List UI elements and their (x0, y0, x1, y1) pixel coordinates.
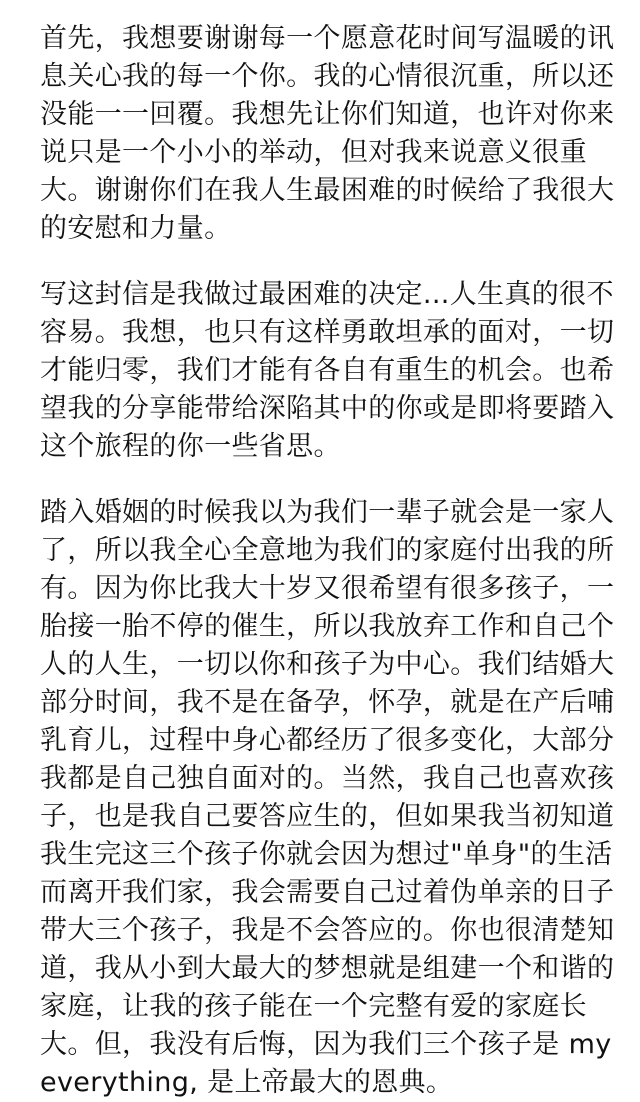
letter-line: 的安慰和力量。 (40, 213, 232, 244)
letter-line: 人的人生，一切以你和孩子为中心。我们结婚大 (40, 649, 615, 680)
letter-line: 而离开我们家，我会需要自己过着伪单亲的日子 (40, 877, 615, 908)
letter-line: 带大三个孩子，我是不会答应的。你也很清楚知 (40, 915, 615, 946)
letter-line: everything, 是上帝最大的恩典。 (40, 1067, 454, 1098)
letter-line: 望我的分享能带给深陷其中的你或是即将要踏入 (40, 393, 615, 424)
letter-line: 容易。我想，也只有这样勇敢坦承的面对，一切 (40, 317, 615, 348)
letter-line: 大。谢谢你们在我人生最困难的时候给了我很大 (40, 175, 615, 206)
letter-line: 子，也是我自己要答应生的，但如果我当初知道 (40, 801, 615, 832)
letter-line: 这个旅程的你一些省思。 (40, 431, 341, 462)
letter-line: 我生完这三个孩子你就会因为想过"单身"的生活 (40, 839, 613, 870)
letter-line: 胎接一胎不停的催生，所以我放弃工作和自己个 (40, 611, 615, 642)
letter-line: 踏入婚姻的时候我以为我们一辈子就会是一家人 (40, 497, 615, 528)
letter-line: 没能一一回覆。我想先让你们知道，也许对你来 (40, 99, 615, 130)
letter-line: 部分时间，我不是在备孕，怀孕，就是在产后哺 (40, 687, 615, 718)
letter-line: 息关心我的每一个你。我的心情很沉重，所以还 (40, 61, 615, 92)
letter-line: 了，所以我全心全意地为我们的家庭付出我的所 (40, 535, 615, 566)
letter-line: 家庭，让我的孩子能在一个完整有爱的家庭长 (40, 991, 587, 1022)
letter-paragraph-1 (40, 20, 615, 248)
letter-line: 写这封信是我做过最困难的决定...人生真的很不 (40, 279, 614, 310)
letter-line: 道，我从小到大最大的梦想就是组建一个和谐的 (40, 953, 615, 984)
letter-paragraph-3 (40, 494, 615, 1102)
letter-line: 有。因为你比我大十岁又很希望有很多孩子，一 (40, 573, 615, 604)
letter-line: 说只是一个小小的举动，但对我来说意义很重 (40, 137, 587, 168)
letter-line: 大。但，我没有后悔，因为我们三个孩子是 my (40, 1029, 612, 1060)
letter-paragraph-2 (40, 276, 615, 466)
letter-line: 才能归零，我们才能有各自有重生的机会。也希 (40, 355, 615, 386)
letter-line: 我都是自己独自面对的。当然，我自己也喜欢孩 (40, 763, 615, 794)
letter-line: 乳育儿，过程中身心都经历了很多变化，大部分 (40, 725, 615, 756)
letter-line: 首先，我想要谢谢每一个愿意花时间写温暖的讯 (40, 23, 615, 54)
